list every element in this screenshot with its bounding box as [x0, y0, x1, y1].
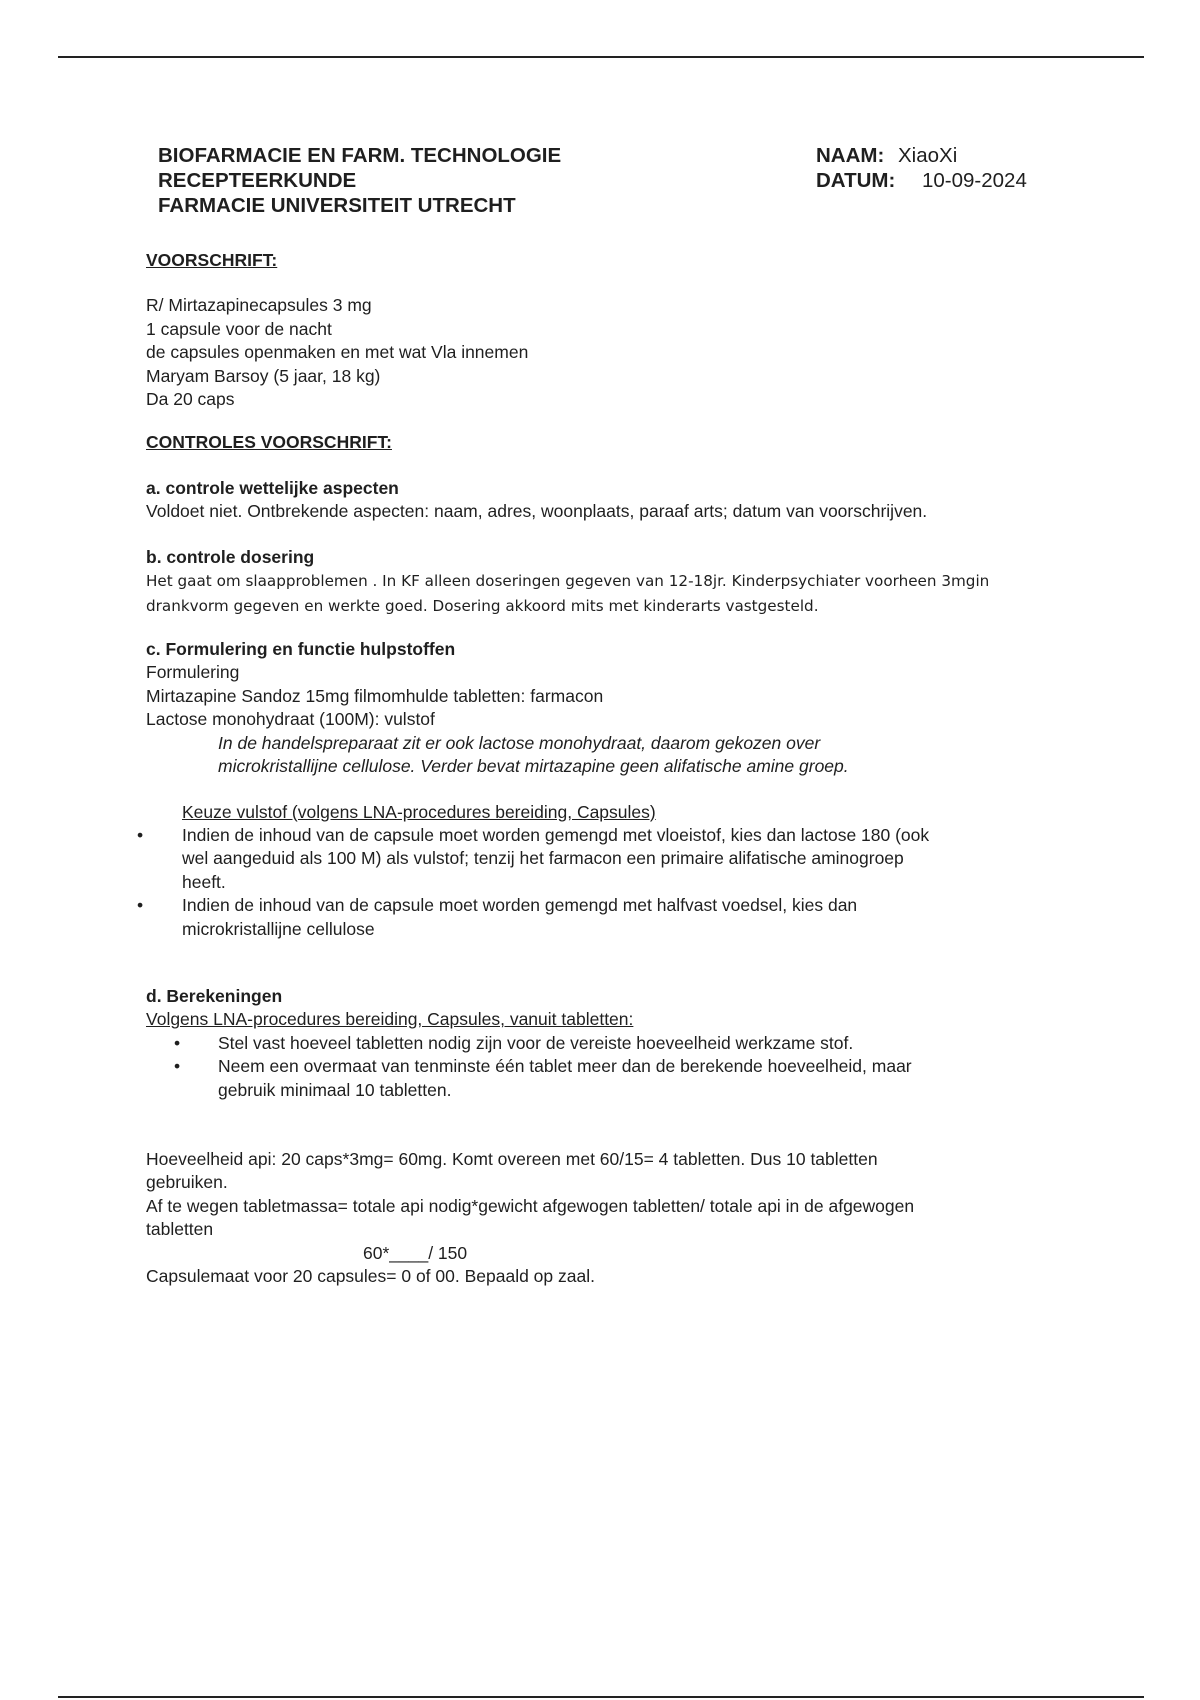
capsule-size-line: Capsulemaat voor 20 capsules= 0 of 00. Bepaald op zaal. [146, 1266, 595, 1286]
formulation-note: microkristallijne cellulose. Verder bevat mirtazapine geen alifatische amine groep. [218, 756, 849, 777]
prescription-title: VOORSCHRIFT: [146, 250, 278, 270]
list-item-line: Indien de inhoud van de capsule moet worden gemengd met vloeistof, kies dan lactose 180 (ook [182, 824, 930, 845]
control-a-title: a. controle wettelijke aspecten [146, 477, 399, 498]
header-line-3: FARMACIE UNIVERSITEIT UTRECHT [158, 194, 516, 217]
calculation-line: Hoeveelheid api: 20 caps*3mg= 60mg. Komt overeen met 60/15= 4 tabletten. Dus 10 tabletten [146, 1148, 878, 1169]
list-item-line: microkristallijne cellulose [182, 918, 375, 939]
student-info [816, 143, 1027, 193]
calculation-line: tabletten [146, 1219, 214, 1240]
bottom-rule [58, 1696, 1144, 1698]
list-item [146, 1055, 1066, 1102]
control-c-title: c. Formulering en functie hulpstoffen [146, 639, 456, 660]
control-a-text: Voldoet niet. Ontbrekende aspecten: naam, adres, woonplaats, paraaf arts; datum van voorschrijven. [146, 501, 928, 522]
list-item [146, 1032, 1066, 1055]
calculation-formula: 60*____/ 150 [363, 1242, 468, 1263]
document-body [137, 249, 1066, 1288]
calculation-subtitle: Volgens LNA-procedures bereiding, Capsules, vanuit tabletten: [146, 1009, 634, 1030]
date-value: 10-09-2024 [922, 169, 1027, 192]
header-line-1: BIOFARMACIE EN FARM. TECHNOLOGIE [158, 144, 562, 167]
bullet-icon: • [174, 1056, 181, 1077]
name-value: XiaoXi [898, 144, 958, 167]
bullet-icon: • [174, 1032, 181, 1053]
document-header [158, 143, 561, 218]
prescription-line: de capsules openmaken en met wat Vla innemen [146, 342, 529, 363]
prescription-line: Maryam Barsoy (5 jaar, 18 kg) [146, 365, 381, 386]
list-item-line: gebruik minimaal 10 tabletten. [218, 1079, 452, 1100]
calculation-line: gebruiken. [146, 1172, 228, 1193]
list-item-line: Stel vast hoeveel tabletten nodig zijn voor de vereiste hoeveelheid werkzame stof. [218, 1032, 854, 1053]
prescription-line: 1 capsule voor de nacht [146, 318, 332, 339]
bullet-icon: • [137, 895, 144, 916]
list-item-line: Neem een overmaat van tenminste één tablet meer dan de berekende hoeveelheid, maar [218, 1056, 912, 1077]
control-b-line: drankvorm gegeven en werkte goed. Dosering akkoord mits met kinderarts vastgesteld. [146, 596, 819, 615]
top-rule [58, 56, 1144, 58]
prescription-line: Da 20 caps [146, 389, 235, 410]
control-d-title: d. Berekeningen [146, 985, 283, 1006]
prescription-line: R/ Mirtazapinecapsules 3 mg [146, 295, 372, 316]
list-item [137, 824, 1066, 894]
controls-title: CONTROLES VOORSCHRIFT: [146, 432, 392, 453]
list-item [137, 894, 1066, 941]
formulation-line: Mirtazapine Sandoz 15mg filmomhulde tabletten: farmacon [146, 685, 604, 706]
date-label: DATUM: [816, 169, 896, 192]
formulation-line: Lactose monohydraat (100M): vulstof [146, 709, 435, 730]
formulation-line: Formulering [146, 662, 240, 683]
control-b-line: Het gaat om slaapproblemen . In KF alleen doseringen gegeven van 12-18jr. Kinderpsychiater voorheen 3mgin [146, 572, 990, 591]
control-b-title: b. controle dosering [146, 546, 315, 567]
list-item-line: Indien de inhoud van de capsule moet worden gemengd met halfvast voedsel, kies dan [182, 895, 858, 916]
filler-choice-title: Keuze vulstof (volgens LNA-procedures bereiding, Capsules) [182, 801, 656, 822]
formulation-note: In de handelspreparaat zit er ook lactose monohydraat, daarom gekozen over [218, 732, 821, 753]
list-item-line: heeft. [182, 871, 226, 892]
calculation-line: Af te wegen tabletmassa= totale api nodig*gewicht afgewogen tabletten/ totale api in de afgewogen [146, 1195, 915, 1216]
name-label: NAAM: [816, 144, 885, 167]
bullet-icon: • [137, 824, 144, 845]
list-item-line: wel aangeduid als 100 M) als vulstof; tenzij het farmacon een primaire alifatische aminogroep [182, 848, 904, 869]
header-line-2: RECEPTEERKUNDE [158, 169, 357, 192]
